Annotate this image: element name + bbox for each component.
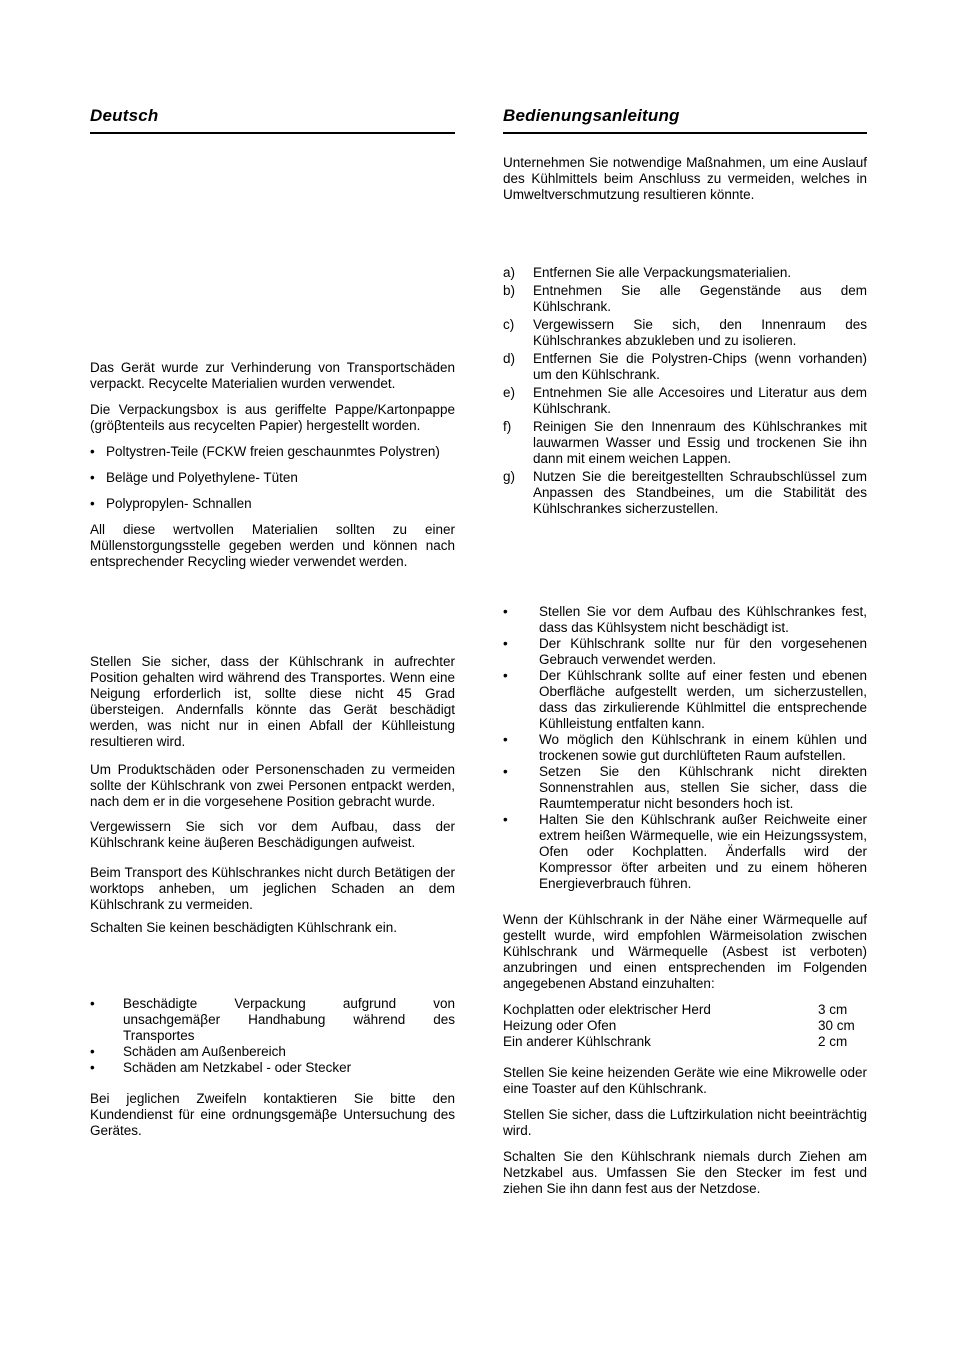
list-item [90, 1044, 455, 1060]
bullet-marker: • [503, 812, 508, 827]
bullet-marker: • [90, 496, 95, 511]
step-marker: e) [503, 385, 516, 400]
list-item-text: Polypropylen- Schnallen [106, 496, 252, 511]
distance-value: 3 cm [818, 1002, 848, 1017]
paragraph-doubt: Bei jeglichen Zweifeln kontaktieren Sie bitte den Kundendienst für eine ordnungsgemäβe Untersuchung des Gerätes. [90, 1091, 455, 1138]
list-item-text: Beläge und Polyethylene- Tüten [106, 470, 298, 485]
table-row [503, 1018, 867, 1034]
list-item [90, 470, 455, 486]
bullet-marker: • [503, 732, 508, 747]
distance-label: Heizung oder Ofen [503, 1018, 617, 1033]
step-marker: d) [503, 351, 516, 366]
bullet-marker: • [90, 470, 95, 485]
step-marker: b) [503, 283, 516, 298]
list-item [90, 1060, 455, 1076]
spacer [503, 203, 867, 265]
bullet-marker: • [503, 636, 508, 651]
bullet-marker: • [90, 444, 95, 459]
paragraph-upright: Stellen Sie sicher, dass der Kühlschrank in aufrechter Position gehalten wird während des Transportes. Wenn eine Neigung erforderlich ist, sollte diese nicht 45 Grad übersteigen. Andernfalls könnte das Gerät beschädigt werden, was nicht nur in einen Abfall der Kühlleistung resultieren wird. [90, 654, 455, 749]
step-item [503, 385, 867, 417]
step-marker: f) [503, 419, 512, 434]
list-item [503, 604, 867, 636]
bullet-marker: • [503, 764, 508, 779]
paragraph-leak: Unternehmen Sie notwendige Maßnahmen, um eine Auslauf des Kühlmittels beim Anschluss zu vermeiden, welches in Umweltverschmutzung resultieren könnte. [503, 155, 867, 202]
paragraph-recycle: All diese wertvollen Materialien sollten zu einer Müllenstorgungsstelle gegeben werden und können nach entsprechender Recycling wieder verwendet werden. [90, 522, 455, 569]
list-item-text: Stellen Sie vor dem Aufbau des Kühlschrankes fest, dass das Kühlsystem nicht beschädigt ist. [539, 604, 867, 635]
paragraph-air-circulation: Stellen Sie sicher, dass die Luftzirkulation nicht beeinträchtig wird. [503, 1107, 867, 1138]
step-text: Entnehmen Sie alle Gegenstände aus dem Kühlschrank. [533, 283, 867, 314]
right-column [503, 106, 867, 1197]
spacer [90, 1076, 455, 1091]
paragraph-unplug: Schalten Sie den Kühlschrank niemals durch Ziehen am Netzkabel aus. Umfassen Sie den Stecker im fest und ziehen Sie ihn dann fest aus der Netzdose. [503, 1149, 867, 1196]
list-item-text: Der Kühlschrank sollte nur für den vorgesehenen Gebrauch verwendet werden. [539, 636, 867, 667]
bullet-list-materials [90, 444, 455, 512]
distance-label: Ein anderer Kühlschrank [503, 1034, 651, 1049]
list-item [90, 496, 455, 512]
spacer [90, 570, 455, 654]
bullet-list-damage [90, 996, 455, 1076]
bullet-marker: • [503, 668, 508, 683]
paragraph-worktops: Beim Transport des Kühlschrankes nicht durch Betätigen der worktops anheben, um jeglichen Schaden an dem Kühlschrank zu vermeiden. [90, 865, 455, 912]
list-item-text: Der Kühlschrank sollte auf einer festen und ebenen Oberfläche aufgestellt werden, um sicherzustellen, dass das zirkulierende Kühlmittel die entsprechende Kühlleistung entfalten kann. [539, 668, 867, 731]
list-item-text: Schäden am Netzkabel - oder Stecker [123, 1060, 352, 1075]
step-text: Entfernen Sie alle Verpackungsmaterialien. [533, 265, 792, 280]
list-item-text: Halten Sie den Kühlschrank außer Reichweite einer extrem heißen Wärmequelle, wie ein Heizungssystem, Ofen oder Kochplatten. Änderfalls wird der Kompressor öfter arbeiten und zu einem höheren Energieverbrauch führen. [539, 812, 867, 891]
list-item-text: Setzen Sie den Kühlschrank nicht direkten Sonnenstrahlen aus, stellen Sie sicher, dass die Raumtemperatur nicht besonders hoch ist. [539, 764, 867, 811]
list-item [503, 812, 867, 892]
bullet-list-setup [503, 604, 867, 892]
distance-value: 30 cm [818, 1018, 855, 1033]
table-row [503, 1002, 867, 1018]
list-item [503, 636, 867, 668]
spacer [90, 936, 455, 996]
step-item [503, 351, 867, 383]
distance-value: 2 cm [818, 1034, 848, 1049]
step-text: Vergewissern Sie sich, den Innenraum des Kühlschrankes abzukleben und zu isolieren. [533, 317, 867, 348]
lettered-step-list [503, 265, 867, 517]
bullet-marker: • [90, 1060, 95, 1075]
step-text: Nutzen Sie die bereitgestellten Schraubschlüssel zum Anpassen des Standbeines, um die Stabilität des Kühlschrankes sicherzustellen. [533, 469, 867, 516]
step-item [503, 265, 867, 281]
spacer [503, 1050, 867, 1065]
distance-table [503, 1002, 867, 1050]
list-item-text: Poltystren-Teile (FCKW freien geschaunmtes Polystren) [106, 444, 440, 459]
spacer [503, 134, 867, 155]
list-item [503, 764, 867, 812]
list-item-text: Beschädigte Verpackung aufgrund von unsachgemäβer Handhabung während des Transportes [123, 996, 455, 1043]
bullet-marker: • [90, 1044, 95, 1059]
paragraph-two-persons: Um Produktschäden oder Personenschaden zu vermeiden sollte der Kühlschrank von zwei Personen entpackt werden, nach dem er in die vorgesehene Position gebracht wurde. [90, 762, 455, 809]
paragraph-packed: Das Gerät wurde zur Verhinderung von Transportschäden verpackt. Recycelte Materialien wurden verwendet. [90, 360, 455, 391]
step-text: Reinigen Sie den Innenraum des Kühlschrankes mit lauwarmen Wasser und Essig und trockenen Sie ihn dann mit einem weichen Lappen. [533, 419, 867, 466]
bullet-marker: • [90, 996, 95, 1011]
step-marker: c) [503, 317, 515, 332]
step-item [503, 283, 867, 315]
step-item [503, 469, 867, 517]
right-column-header: Bedienungsanleitung [503, 106, 867, 134]
distance-label: Kochplatten oder elektrischer Herd [503, 1002, 711, 1017]
paragraph-no-heating-devices: Stellen Sie keine heizenden Geräte wie eine Mikrowelle oder eine Toaster auf den Kühlschrank. [503, 1065, 867, 1096]
step-text: Entnehmen Sie alle Accesoires und Literatur aus dem Kühlschrank. [533, 385, 867, 416]
left-column [90, 106, 455, 1139]
list-item [503, 732, 867, 764]
spacer [503, 892, 867, 912]
step-item [503, 419, 867, 467]
paragraph-inspect: Vergewissern Sie sich vor dem Aufbau, dass der Kühlschrank keine äuβeren Beschädigungen aufweist. [90, 819, 455, 850]
table-row [503, 1034, 867, 1050]
spacer [503, 519, 867, 604]
spacer [503, 992, 867, 1002]
left-column-header: Deutsch [90, 106, 455, 134]
paragraph-damaged: Schalten Sie keinen beschädigten Kühlschrank ein. [90, 920, 397, 935]
paragraph-heat-source: Wenn der Kühlschrank in der Nähe einer Wärmequelle auf gestellt wurde, wird empfohlen Wärmeisolation zwischen Kühlschrank und Wärmequelle (Asbest ist verboten) anzubringen und einen entsprechenden im Folgenden angegebenen Abstand einzuhalten: [503, 912, 867, 991]
list-item [90, 996, 455, 1044]
step-marker: g) [503, 469, 516, 484]
paragraph-box: Die Verpackungsbox is aus geriffelte Pappe/Kartonpappe (gröβtenteils aus recycelten Papier) hergestellt worden. [90, 402, 455, 433]
step-item [503, 317, 867, 349]
bullet-marker: • [503, 604, 508, 619]
step-text: Entfernen Sie die Polystren-Chips (wenn vorhanden) um den Kühlschrank. [533, 351, 867, 382]
list-item-text: Schäden am Außenbereich [123, 1044, 286, 1059]
list-item [503, 668, 867, 732]
spacer [90, 134, 455, 360]
list-item-text: Wo möglich den Kühlschrank in einem kühlen und trockenen sowie gut durchlüfteten Raum aufstellen. [539, 732, 867, 763]
step-marker: a) [503, 265, 516, 280]
list-item [90, 444, 455, 460]
